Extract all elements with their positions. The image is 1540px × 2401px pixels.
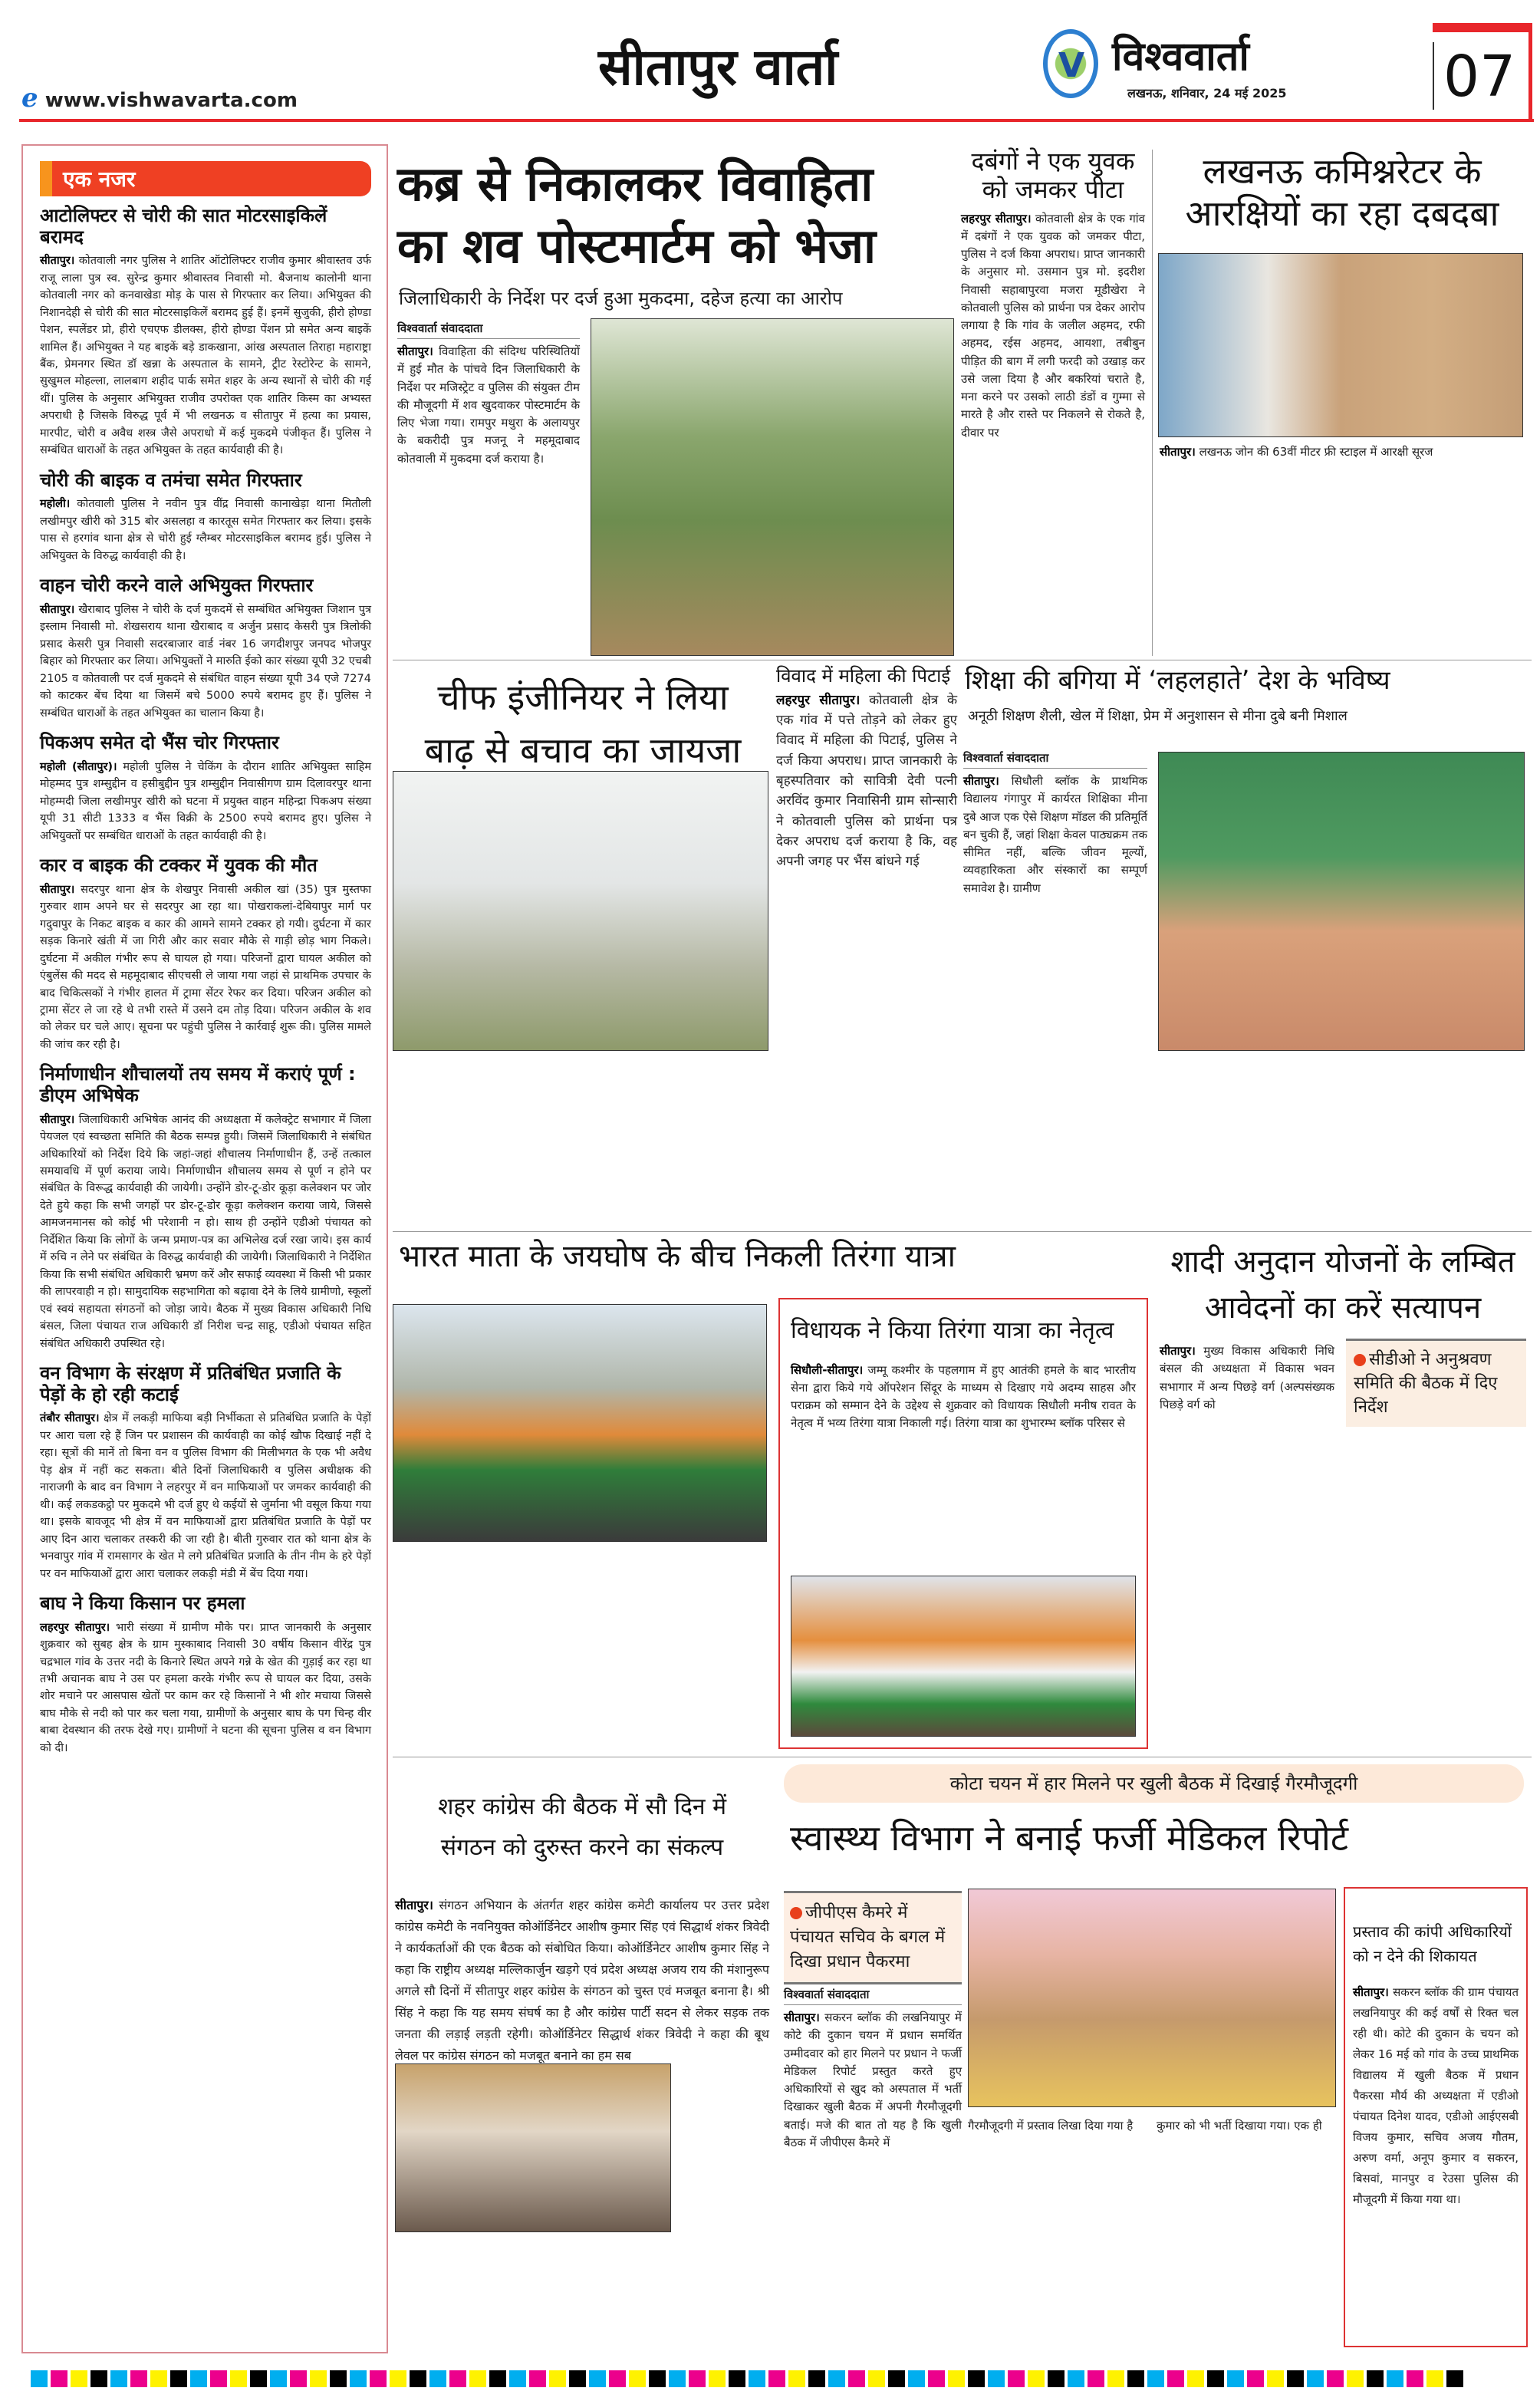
news-brief: निर्माणाधीन शौचालयों तय समय में कराएं पूर्ण : डीएम अभिषेक सीतापुर। जिलाधिकारी अभिषेक आनंद की अध्यक्षता में कलेक्ट्रेट सभागार में जिला पेयजल एवं स्वच्छता समिति की बैठक सम्पन्न हुयी। जिसमें जिलाधिकारी ने संबंधित अधिकारियों को निर्देश दिये कि जहां-जहां शौचालय निर्माणाधीन हैं, उन्हें तत्काल समयावधि में पूर्ण कराया जाये। निर्माणाधीन शौचालय समय से पूर्ण न होने पर संबंधित के विरूद्ध कार्यवाही की जायेगी। उन्होंने डोर-टू-डोर कूड़ा कलेक्शन पर जोर देते हुये कहा कि सभी जगहों पर डोर-टू-डोर कूड़ा कलेक्शन कराया जाये, जिससे आमजनमानस को कोई भी परेशानी न हो। साथ ही उन्होंने एडीओ पंचायत को निर्देशित किया कि लोगों के जन्म प्रमाण-पत्र का अभिलेख दर्ज रखा जाये। इस कार्य में रुचि न लेने पर संबंधित के विरुद्ध कार्यवाही की जायेगी। जिलाधिकारी ने निर्देशित किया कि सभी संबंधित अधिकारी भ्रमण करें और सफाई व्यवस्था में किसी भी प्रकार की लापरवाही न हो। सामुदायिक सहभागिता को बढ़ावा देने के लिये ग्रामीणो, स्कूलों एवं स्वयं सहायता संगठनों को जोड़ा जाये। बैठक में मुख्य विकास अधिकारी निधि बंसल, जिला पंचायत राज अधिकारी डॉ निरीश चन्द्र साहू, एडीओ पंचायत सहित संबंधित अधिकारी उपस्थित रहे। [40,1063,371,1350]
color-swatch [509,2370,526,2387]
lead-article: विश्ववार्ता संवाददाता सीतापुर। विवाहिता की संदिग्ध परिस्थितियों में हुई मौत के पांचवे दिन जिलाधिकारी के निर्देश पर मजिस्ट्रेट व पुलिस की संयुक्त टीम की मौजूदगी में शव खुदवाकर पोस्टमार्टम के लिए भेजा गया। रामपुर मथुरा के अलायपुर के बकरीदी पुत्र मजनू ने महमूदाबाद कोतवाली में मुकदमा दर्ज कराया है। [397,321,580,466]
color-swatch [429,2370,446,2387]
shiksha-photo [1158,752,1525,1051]
tiranga-headline: भारत माता के जयघोष के बीच निकली तिरंगा यात्रा [399,1239,956,1274]
color-swatch [1287,2370,1304,2387]
ek-nazar-column [21,144,388,2353]
news-brief-title: आटोलिफ्टर से चोरी की सात मोटरसाइकिलें बरामद [40,205,327,248]
color-swatch [749,2370,765,2387]
news-brief: पिकअप समेत दो भैंस चोर गिरफ्तार महोली (सीतापुर)। महोली पुलिस ने चेकिंग के दौरान शातिर अभियुक्त साहिम मोहम्मद पुत्र शम्सुद्दीन व हसीबुद्दीन पुत्र शम्सुद्दीन निवासीगण ग्राम दिलावरपुर थाना मोहम्मदी जिला लखीमपुर खीरी को घटना में प्रयुक्त वाहन महिन्द्रा पिकअप संख्या यूपी 31 सीटी 1333 व भैंस विक्री के 2500 रुपये बरामद हुए। पुलिस ने अभियुक्तों पर सम्बंधित धाराओं के तहत कार्यवाही की है। [40,732,371,842]
bullet-icon [1354,1354,1366,1366]
color-swatch [1167,2370,1184,2387]
color-swatch [1107,2370,1124,2387]
tiranga-photo [393,1304,767,1542]
color-swatch [768,2370,785,2387]
color-swatch [629,2370,646,2387]
dateline: लखनऊ, शनिवार, 24 मई 2025 [1127,86,1287,100]
color-swatch [270,2370,287,2387]
color-swatch [449,2370,466,2387]
color-swatch [1446,2370,1463,2387]
news-brief-title: कार व बाइक की टक्कर में युवक की मौत [40,855,318,877]
color-swatch [1367,2370,1384,2387]
lucknow-photo [1158,253,1523,437]
color-swatch [709,2370,726,2387]
congress-photo [395,2063,671,2232]
vidhayak-photo [791,1576,1136,1737]
color-swatch [569,2370,586,2387]
color-swatch [1247,2370,1264,2387]
color-swatch [1068,2370,1084,2387]
color-swatch [1207,2370,1224,2387]
color-swatch [968,2370,985,2387]
color-swatch [868,2370,885,2387]
color-swatch [808,2370,825,2387]
shiksha-article: विश्ववार्ता संवाददाता सीतापुर। सिधौली ब्लॉक के प्राथमिक विद्यालय गंगापुर में कार्यरत शिक्षिका मीना दुबे आज एक ऐसे शिक्षण मॉडल की प्रतिमूर्ति बन चुकी हैं, जहां शिक्षा केवल पाठ्यक्रम तक सीमित नहीं, बल्कि जीवन मूल्यों, व्यवहारिकता और संस्कारों का सम्पूर्ण समावेश है। ग्रामीण [963,751,1147,895]
color-swatch [589,2370,606,2387]
color-swatch [250,2370,267,2387]
ek-nazar-label: एक नजर [40,161,371,196]
medical-text-2: गैरमौजूदगी में प्रस्ताव लिखा दिया गया है [968,2119,1134,2133]
vidhayak-box: विधायक ने किया तिरंगा यात्रा का नेतृत्व सिधौली-सीतापुर। जम्मू कश्मीर के पहलगाम में हुए आतंकी हमले के बाद भारतीय सेना द्वारा किये गये ऑपरेशन सिंदूर के माध्यम से दिखाए गये अदम्य साहस और पराक्रम को सम्मान देने के उद्देश्य से शुक्रवार को विधायक सिधौली मनीष रावत के नेतृत्व में भव्य तिरंगा यात्रा निकाली गई। तिरंगा यात्रा का शुभारम्भ ब्लॉक परिसर से [778,1298,1148,1749]
color-swatch [110,2370,127,2387]
color-swatch [390,2370,406,2387]
news-brief-title: चोरी की बाइक व तमंचा समेत गिरफ्तार [40,469,302,491]
section-title: सीतापुर वार्ता [598,38,838,97]
news-brief-title: निर्माणाधीन शौचालयों तय समय में कराएं पूर्ण : डीएम अभिषेक [40,1063,356,1106]
color-swatch [689,2370,706,2387]
color-swatch [1327,2370,1344,2387]
cdo-highlight: सीडीओ ने अनुश्रवण समिति की बैठक में दिए निर्देश [1346,1339,1526,1427]
medical-headline: स्वास्थ्य विभाग ने बनाई फर्जी मेडिकल रिपोर्ट [790,1817,1349,1859]
color-swatch [828,2370,845,2387]
masthead-divider [19,119,1534,122]
news-brief-title: बाघ ने किया किसान पर हमला [40,1592,245,1614]
chief-engineer-photo [393,771,768,1051]
color-swatch [928,2370,945,2387]
color-swatch [649,2370,666,2387]
lead-subtitle: जिलाधिकारी के निर्देश पर दर्ज हुआ मुकदमा, दहेज हत्या का आरोप [399,288,843,309]
news-brief: आटोलिफ्टर से चोरी की सात मोटरसाइकिलें बरामद सीतापुर। कोतवाली नगर पुलिस ने शातिर ऑटोलिफ्टर राजीव कुमार श्रीवास्तव उर्फ राजू लाला पुत्र स्व. सुरेन्द्र कुमार श्रीवास्तव निवासी मो. बैजनाथ कालोनी थाना कोतवाली नगर को कनवाखेडा मोड़ के पास से गिरफ्तार कर लिया। अभियुक्त की निशानदेही से चोरी की सात मोटरसाइकिलें बरामद हुई हैं। इनमें सुजुकी, हीरो होण्डा पेशन, स्पलेंडर प्रो, हीरो एचएफ डीलक्स, हीरो होण्डा पेंशन प्रो समेत अन्य बाइकें शामिल हैं। अभियुक्त ने यह बाइकें बड़े डाकखाना, आंख अस्पताल तिराहा महाराष्ट्रा बैंक, प्रेमनगर स्थित डॉ खन्ना के अस्पताल के सामने, ट्रीट रेस्टोरेन्ट के सामने, सुखुमल मोहल्ला, लालबाग शहीद पार्क समेत शहर के अन्य स्थानों से चोरी की गई थीं। पुलिस के अनुसार अभियुक्त राजीव उपरोक्त एक शातिर किस्म का अभ्यस्त अपराधी है जिसके विरुद्ध पूर्व में भी लखनऊ व सीतापुर में हत्या का प्रयास, मारपीट, चोरी व अवैध शस्त्र जैसे अपराधो में कई मुकदमे पंजीकृत हैं। पुलिस ने सम्बंधित धाराओं के तहत अभियुक्त के तहत कार्यवाही की है। [40,205,371,457]
color-swatch [1347,2370,1364,2387]
news-brief: वाहन चोरी करने वाले अभियुक्त गिरफ्तार सीतापुर। खैराबाद पुलिस ने चोरी के दर्ज मुकदमें से सम्बंधित अभियुक्त जिशान पुत्र इस्लाम निवासी मो. शेखसराय थाना खैराबाद व अर्जुन प्रसाद केसरी पुत्र त्रिलोकी प्रसाद केसरी पुत्र निवासी सदरबाजार वार्ड नंबर 16 जगदीशपुर जनपद भोजपुर बिहार को गिरफ्तार कर लिया। अभियुक्तों ने मारुति ईको कार संख्या यूपी 32 एचबी 2105 व कोतवाली पर दर्ज मुकदमे से संबंधित वाहन संख्या यूपी 34 एजे 7274 को काटकर बेंच दिया था जिसमें बचे 5000 रुपये बरामद हुए हैं। पुलिस ने सम्बंधित धाराओं के तहत अभियुक्त का चालान किया है। [40,575,372,720]
news-brief-title: पिकअप समेत दो भैंस चोर गिरफ्तार [40,732,279,754]
color-swatch [410,2370,426,2387]
color-swatch [908,2370,925,2387]
color-swatch [350,2370,367,2387]
shiksha-headline: शिक्षा की बगिया में ‘लहलहाते’ देश के भविष्य [965,665,1390,696]
color-swatch [529,2370,546,2387]
bullet-icon [790,1907,802,1919]
color-swatch [1088,2370,1104,2387]
browser-e-icon: e [21,83,38,114]
color-swatch [948,2370,965,2387]
color-swatch [788,2370,805,2387]
lead-headline: कब्र से निकालकर विवाहिता का शव पोस्टमार्टम को भेजा [397,156,877,274]
color-swatch [669,2370,686,2387]
color-swatch [31,2370,48,2387]
kota-kicker: कोटा चयन में हार मिलने पर खुली बैठक में दिखाई गैरमौजूदगी [784,1764,1524,1803]
lucknow-headline: लखनऊ कमिश्नरेटर के आरक्षियों का रहा दबदबा [1185,150,1499,235]
color-swatch [130,2370,147,2387]
color-swatch [330,2370,347,2387]
brand-logo-icon: V [1043,29,1098,98]
color-swatch [1407,2370,1423,2387]
color-swatch [469,2370,486,2387]
dabang-article: दबंगों ने एक युवक को जमकर पीटा लहरपुर सीतापुर। कोतवाली क्षेत्र के एक गांव में दबंगों ने एक युवक को जमकर पीटा, पुलिस ने दर्ज किया अपराध। प्राप्त जानकारी के अनुसार मो. उसमान पुत्र मो. इदरीश निवासी सहाबापुरवा मजरा मूडीखेरा ने कोतवाली पुलिस को प्रार्थना पत्र देकर आरोप लगाया है कि गांव के जलील अहमद, रफी अहमद, रईस अहमद, आयशा, तबीबुन पीड़ित की बाग में लगी फरदी को उखाड़ कर उसे जला दिया है और बकरियां चराते है, मना करने पर उसको लाठी डंडों व गुम्मा से मारते है और रास्ते पर निकलने से रोकते है, दीवार पर [961,147,1145,440]
color-swatch [1147,2370,1164,2387]
color-swatch [729,2370,745,2387]
color-swatch [290,2370,307,2387]
color-swatch [1307,2370,1324,2387]
color-swatch [230,2370,247,2387]
gps-highlight: जीपीएस कैमरे में पंचायत सचिव के बगल में दिखा प्रधान पैकरमा [784,1891,962,1984]
medical-article: विश्ववार्ता संवाददाता सीतापुर। सकरन ब्लॉक की लखनियापुर में कोटे की दुकान चयन में प्रधान समर्थित उम्मीदवार को हार मिलने पर प्रधान ने फर्जी मेडिकल रिपोर्ट प्रस्तुत करते हुए अधिकारियों से खुद को अस्पताल में भर्ती दिखाकर खुली बैठक में अपनी गैरमौजूदगी बताई। मजे की बात तो यह है कि खुली बैठक में जीपीएस कैमरे में [784,1988,962,2149]
news-brief-title: वन विभाग के संरक्षण में प्रतिबंधित प्रजाति के पेड़ों के हो रही कटाई [40,1362,341,1405]
website-url[interactable]: e www.vishwavarta.com [21,83,298,114]
color-swatch [170,2370,187,2387]
page-number: 07 [1443,44,1516,110]
color-swatch [370,2370,387,2387]
brand-name: विश्ववार्ता [1112,34,1249,80]
color-swatch [1227,2370,1244,2387]
color-swatch [150,2370,167,2387]
medical-photo [968,1889,1336,2107]
lucknow-text: सीतापुर। लखनऊ जोन की 63वीं मीटर फ्री स्टाइल में आरक्षी सूरज [1160,445,1433,459]
vivad-article: विवाद में महिला की पिटाई लहरपुर सीतापुर। कोतवाली क्षेत्र के एक गांव में पत्ते तोड़ने को लेकर हुए विवाद में महिला की पिटाई, पुलिस ने दर्ज किया अपराध। प्राप्त जानकारी के बृहस्पतिवार को सावित्री देवी पत्नी अरविंद कुमार निवासिनी ग्राम सोन्सारी ने कोतवाली पुलिस को प्रार्थना पत्र देकर अपराध दर्ज कराया है कि, वह अपनी जगह पर भैंस बांधने गई [776,665,958,870]
news-brief: बाघ ने किया किसान पर हमला लहरपुर सीतापुर। भारी संख्या में ग्रामीण मौके पर। प्राप्त जानकारी के अनुसार शुक्रवार को सुबह क्षेत्र के ग्राम मुस्काबाद निवासी 30 वर्षीय किसान वीरेंद्र पुत्र चद्रभाल गांव के उत्तर नदी के किनारे स्थित अपने गन्ने के खेत की गुड़ाई कर रहा था तभी अचानक बाघ ने उस पर हमला करके गंभीर रूप से घायल कर दिया, उसके शोर मचाने पर आसपास खेतों पर काम कर रहे किसानों ने भी शोर मचाया जिससे बाघ मौके से नदी को पार कर चला गया, ग्रामीणों के अनुसार बाघ के पग चिन्ह वीर बाबा देवस्थान की तरफ देखे गए। ग्रामीणों ने घटना की सूचना पुलिस व वन विभाग को दी। [40,1592,372,1754]
color-swatch [848,2370,865,2387]
color-swatch [609,2370,626,2387]
color-swatch [310,2370,327,2387]
color-swatch [1048,2370,1065,2387]
color-swatch [190,2370,207,2387]
color-swatch [1387,2370,1403,2387]
color-swatch [988,2370,1005,2387]
shadi-text: सीतापुर। मुख्य विकास अधिकारी निधि बंसल की अध्यक्षता में विकास भवन सभागार में अन्य पिछड़े वर्ग (अल्पसंख्यक पिछड़े वर्ग को [1160,1344,1334,1411]
color-swatch [489,2370,506,2387]
chief-engineer-headline: चीफ इंजीनियर ने लिया बाढ़ से बचाव का जायजा [424,677,742,771]
color-swatch [90,2370,107,2387]
color-swatch [1127,2370,1144,2387]
lead-photo [591,318,954,656]
color-swatch [71,2370,87,2387]
medical-text-3: कुमार को भी भर्ती दिखाया गया। एक ही [1157,2119,1322,2133]
congress-headline: शहर कांग्रेस की बैठक में सौ दिन में संगठन को दुरुस्त करने का संकल्प [437,1793,727,1861]
news-brief: कार व बाइक की टक्कर में युवक की मौत सीतापुर। सदरपुर थाना क्षेत्र के शेखपुर निवासी अकील खां (35) पुत्र मुस्तफा गुरुवार शाम अपने घर से सदरपुर आ रहा था। पोखराकलां-देबियापुर मार्ग पर गदुवापुर के निकट बाइक व कार की आमने सामने टक्कर हो गयी। दुर्घटना में कार सड़क किनारे खंती में जा गिरी और कार सवार मौके से गाड़ी छोड़ भाग निकले। दुर्घटना में अकील गंभीर रूप से घायल हो गया। परिजनों द्वारा घायल अकील को एंबुलेंस की मदद से महमूदाबाद सीएचसी ले जाया गया जहां से प्राथमिक उपचार के बाद चिकित्सकों ने गंभीर हालत में ट्रामा सेंटर रेफर कर दिया। परिजन अकील को ट्रामा सेंटर ले जा रहे थे तभी रास्ते में उसने दम तोड़ दिया। परिजन अकील के शव को लेकर घर चले आए। सूचना पर पहुंची पुलिस ने कार्रवाई शुरू की। पुलिस मामले की जांच कर रही है। [40,855,371,1051]
color-swatch [549,2370,566,2387]
color-swatch [51,2370,67,2387]
color-swatch [210,2370,227,2387]
shadi-headline: शादी अनुदान योजनों के लम्बित आवेदनों का करें सत्यापन [1170,1244,1515,1326]
congress-text: सीतापुर। संगठन अभियान के अंतर्गत शहर कांग्रेस कमेटी कार्यालय पर उत्तर प्रदेश कांग्रेस कमेटी के नवनियुक्त कोऑर्डिनेटर आशीष कुमार सिंह एवं सिद्धार्थ शंकर त्रिवेदी ने कार्यकर्ताओं की एक बैठक को संबोधित किया। कोऑर्डिनेटर आशीष कुमार सिंह ने कहा कि राष्ट्रीय अध्यक्ष मल्लिकार्जुन खड़गे एवं प्रदेश अध्यक्ष अजय राय की मंशानुरूप अगले सौ दिनों में सीतापुर शहर कांग्रेस के संगठन को चुस्त एवं मजबूत बनाना है। श्री सिंह ने कहा कि यह समय संघर्ष का है और कांग्रेस पार्टी सदन से लेकर सड़क तक जनता की लड़ाई लड़ती रहेगी। कोऑर्डिनेटर सिद्धार्थ शंकर त्रिवेदी ने कहा की बूथ लेवल पर कांग्रेस संगठन को मजबूत बनाने का हम सब [395,1898,770,2063]
side-complaint-box: प्रस्ताव की कांपी अधिकारियों को न देने की शिकायत सीतापुर। सकरन ब्लॉक की ग्राम पंचायत लखनियापुर की कई वर्षों से रिक्त चल रही थी। कोटे की दुकान के चयन को लेकर 16 मई को गांव के उच्च प्राथमिक विद्यालय में खुली बैठक में प्रधान पैकरसा मौर्य की अध्यक्षता में एडीओ पंचायत दिनेश यादव, एडीओ आईएसबी विजय कुमार, सचिव अजय गौतम, अरुण वर्मा, अनूप कुमार व सकरन, बिसवां, मानपुर व रेउसा पुलिस की मौजूदगी में किया गया था। [1344,1887,1528,2347]
news-brief: वन विभाग के संरक्षण में प्रतिबंधित प्रजाति के पेड़ों के हो रही कटाई तंबौर सीतापुर। क्षेत्र में लकड़ी माफिया बड़ी निर्भीकता से प्रतिबंधित प्रजाति के पेड़ों पर आरा चला रहे हैं जिन पर प्रशासन की कार्यवाही का कोई खौफ दिखाई नहीं दे रहा। सूत्रों की मानें तो बिना वन व पुलिस विभाग की मिलीभगत के एक भी अवैध पेड़ क्षेत्र में नहीं कट सकता। बीते दिनों जिलाधिकारी व पुलिस अधीक्षक की नाराजगी के बाद वन विभाग ने लहरपुर में वन माफियाओं पर जमकर कार्यवाही की थी। कई लकडकट्ठो पर मुकदमे भी दर्ज हुए थे कईयों से जुर्माना भी वसूल किया गया था। इसके बावजूद भी क्षेत्र में वन माफियाओं द्वारा प्रतिबंधित प्रजाति के पेड़ों पर आए दिन आरा चलाकर तस्करी की जा रही है। बीती गुरुवार रात को थाना क्षेत्र के भनवापुर गांव में रामसागर के खेत मे लगे प्रतिबंधित प्रजाति के तीन नीम के हरे पेड़ों पर वन माफियाओं द्वारा आरा चलाकर लकड़ी मंडी में बेंच दिया गया। [40,1362,371,1580]
color-swatch [888,2370,905,2387]
color-swatch [1008,2370,1025,2387]
color-registration-strip [31,2370,1503,2390]
news-brief-title: वाहन चोरी करने वाले अभियुक्त गिरफ्तार [40,575,314,597]
color-swatch [1187,2370,1204,2387]
news-brief: चोरी की बाइक व तमंचा समेत गिरफ्तार महोली। कोतवाली पुलिस ने नवीन पुत्र वींद्र निवासी कानाखेड़ा थाना मितौली लखीमपुर खीरी को 315 बोर असलहा व कारतूस समेत गिरफ्तार कर लिया। इसके पास से हरगांव थाना क्षेत्र से चोरी हुई ग्लैम्बर मोटरसाइकिल बरामद हुई। पुलिस ने अभियुक्त के विरुद्ध कार्यवाही की है। [40,469,371,562]
shiksha-subtitle: अनूठी शिक्षण शैली, खेल में शिक्षा, प्रेम में अनुशासन से मीना दुबे बनी मिशाल [968,708,1348,724]
color-swatch [1426,2370,1443,2387]
color-swatch [1267,2370,1284,2387]
color-swatch [1028,2370,1045,2387]
